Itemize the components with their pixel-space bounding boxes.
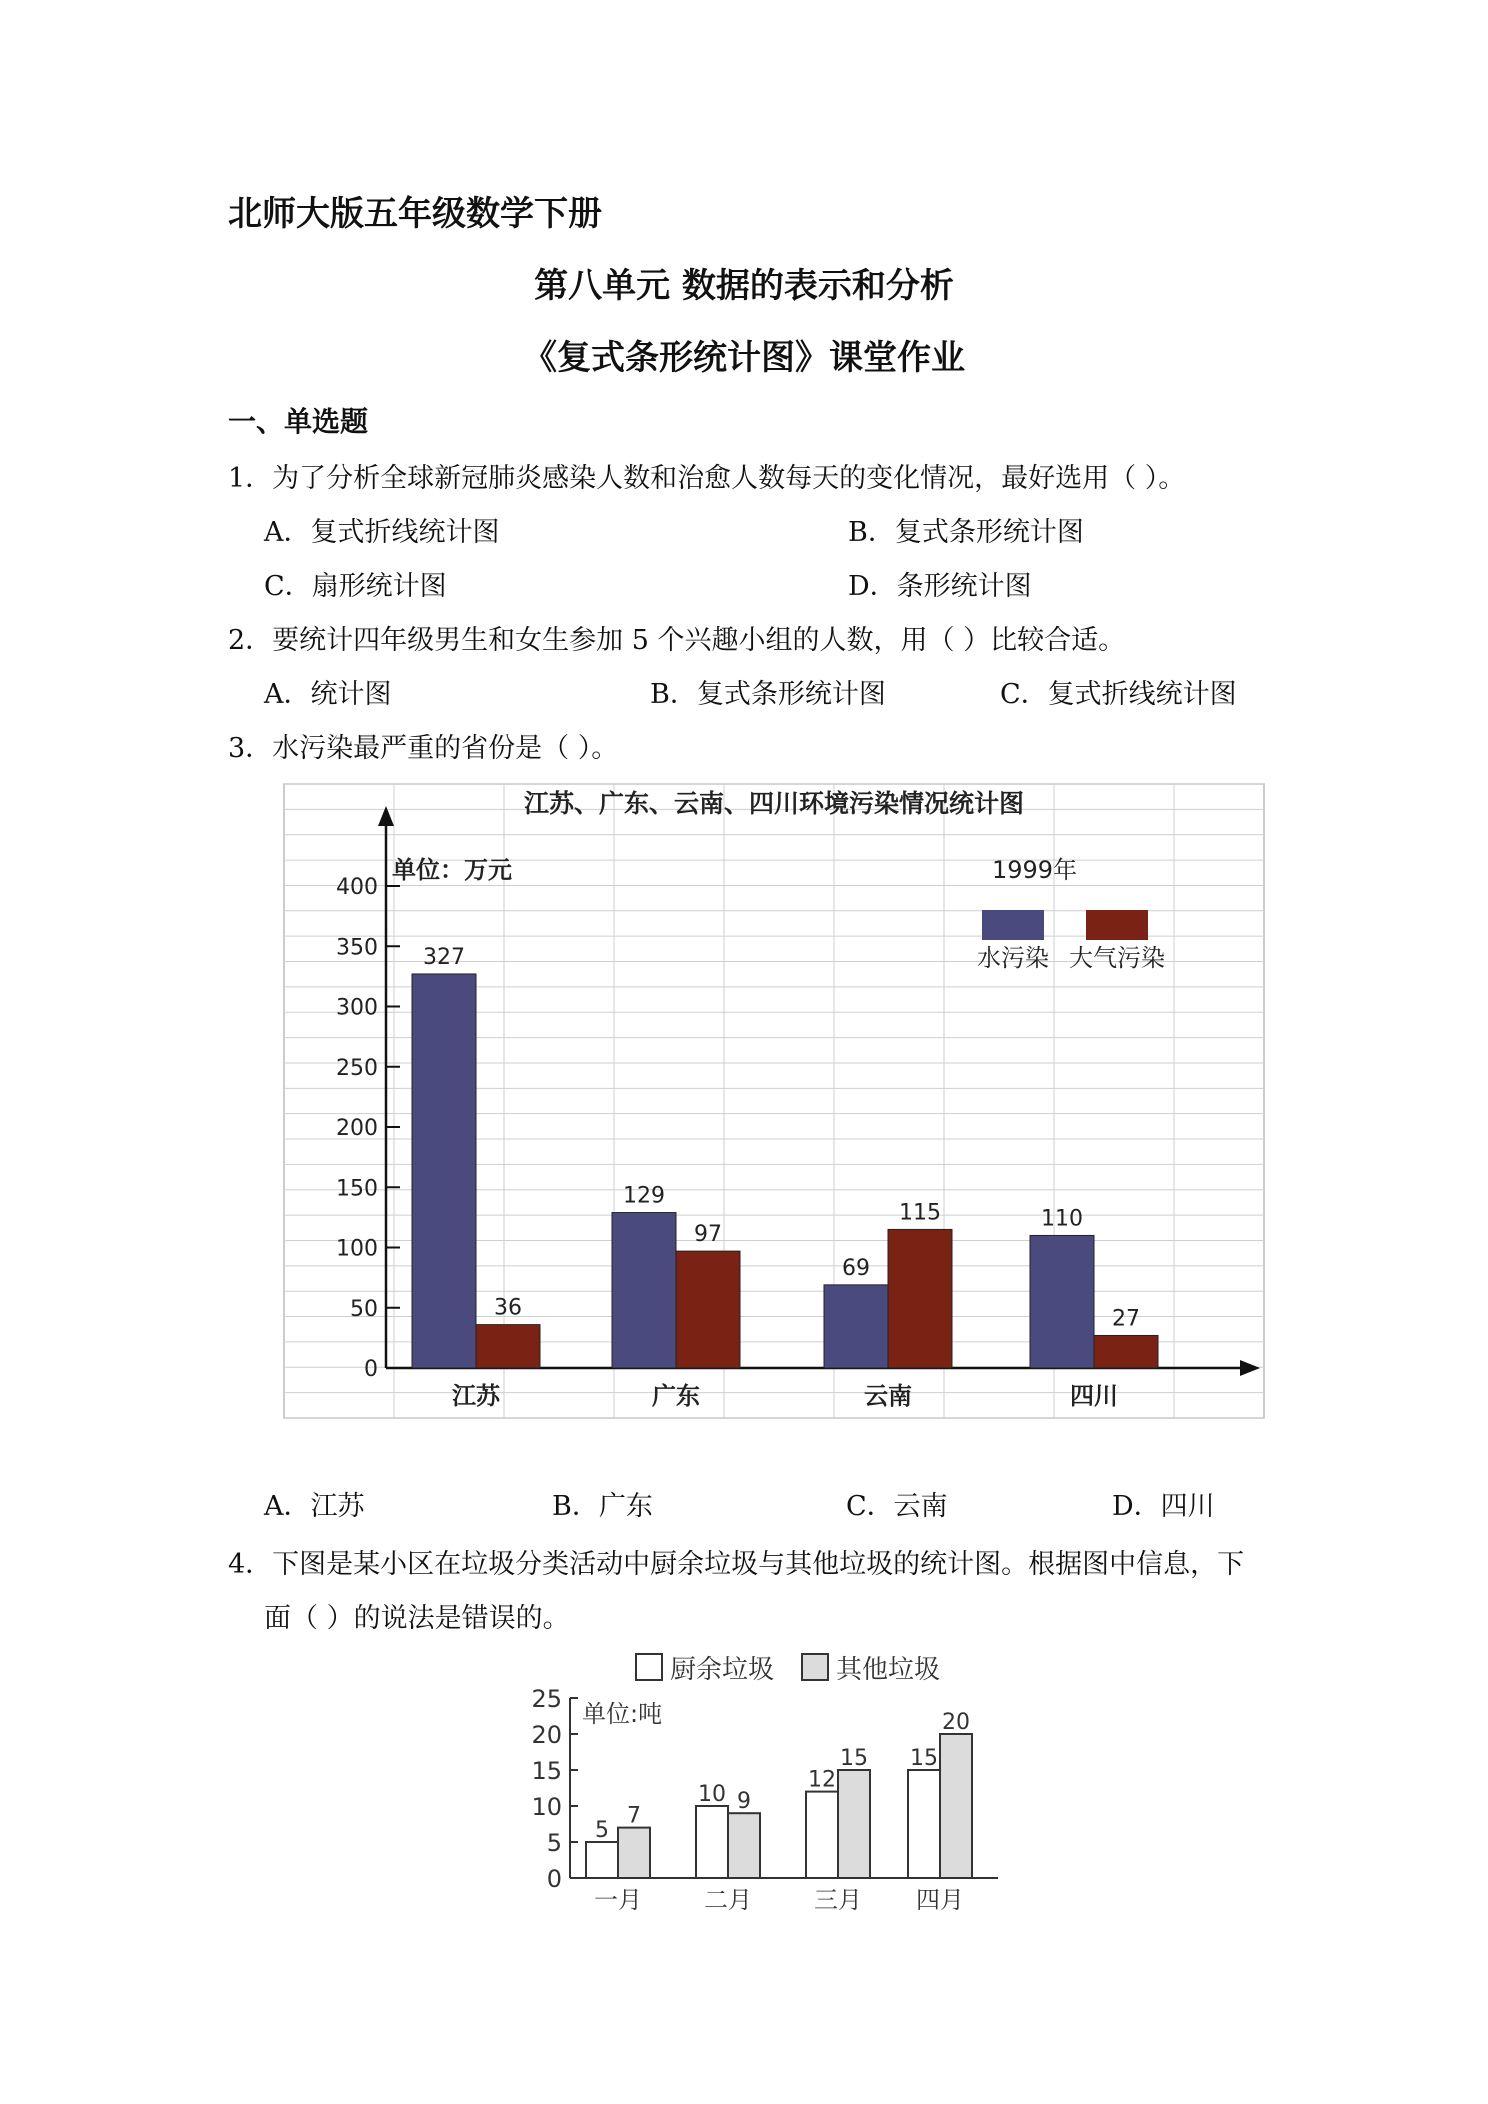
chart2-bar	[728, 1813, 760, 1878]
q2-option-b[interactable]: B．复式条形统计图	[650, 679, 886, 710]
legend-swatch-other	[802, 1654, 828, 1680]
q1-option-c[interactable]: C．扇形统计图	[264, 571, 447, 602]
chart2-data-label: 15	[910, 1746, 938, 1771]
chart1-y-tick-label: 100	[336, 1236, 378, 1262]
chart1-y-tick-label: 150	[336, 1176, 378, 1202]
section-heading: 一、单选题	[228, 405, 369, 438]
chart1-data-label: 27	[1112, 1306, 1140, 1332]
chart2-y-tick-label: 20	[531, 1721, 562, 1749]
chart2-bar	[618, 1828, 650, 1878]
chart2-category-label: 三月	[814, 1886, 862, 1914]
chart1-data-label: 36	[494, 1295, 522, 1321]
chart1-y-tick-label: 50	[350, 1296, 378, 1322]
chart1-category-label: 四川	[1070, 1382, 1118, 1410]
chart2-data-label: 15	[840, 1746, 868, 1771]
book-title: 北师大版五年级数学下册	[228, 194, 602, 234]
chart2-data-label: 9	[737, 1789, 751, 1815]
q1-option-b[interactable]: B．复式条形统计图	[848, 517, 1084, 548]
chart1-bar	[1030, 1235, 1094, 1368]
chart1-bars	[412, 945, 1158, 1410]
q3-option-c[interactable]: C．云南	[846, 1491, 948, 1522]
chart1-data-label: 110	[1041, 1206, 1083, 1232]
chart1-bar	[1094, 1335, 1158, 1368]
chart1-y-tick-label: 400	[336, 875, 378, 900]
chart1-data-label: 129	[623, 1183, 665, 1209]
q3-option-d[interactable]: D．四川	[1112, 1491, 1215, 1522]
q3-option-a[interactable]: A．江苏	[264, 1491, 365, 1522]
legend-label-other: 其他垃圾	[836, 1655, 941, 1685]
chart2-category-label: 一月	[594, 1886, 642, 1914]
chart1-y-tick-label: 200	[336, 1116, 378, 1141]
legend-label-air: 大气污染	[1069, 944, 1165, 972]
chart1-bar	[476, 1325, 540, 1368]
q2-option-c[interactable]: C．复式折线统计图	[1000, 679, 1237, 710]
q1-option-d[interactable]: D．条形统计图	[848, 571, 1032, 602]
chart1-y-tick-label: 250	[336, 1055, 378, 1081]
chart2-bar	[908, 1770, 940, 1878]
chart1-bar	[888, 1229, 952, 1368]
chart2-data-label: 5	[595, 1818, 609, 1843]
question-4-line-1: 4．下图是某小区在垃圾分类活动中厨余垃圾与其他垃圾的统计图。根据图中信息，下	[228, 1549, 1245, 1580]
chart1-bar	[676, 1251, 740, 1368]
chart2-bar	[806, 1792, 838, 1878]
chart2-category-label: 二月	[704, 1886, 752, 1914]
legend-swatch-water	[982, 910, 1044, 940]
chart1-x-axis-arrow	[1240, 1360, 1260, 1376]
chart1-data-label: 327	[423, 944, 465, 970]
chart2-bar	[696, 1806, 728, 1878]
chart1-y-tick-label: 350	[336, 935, 378, 961]
chart1-bar	[412, 974, 476, 1368]
legend-swatch-kitchen	[636, 1654, 662, 1680]
unit-title: 第八单元 数据的表示和分析	[534, 266, 954, 306]
chart1-unit-label: 单位：万元	[392, 856, 512, 884]
chart1-year-label: 1999年	[992, 856, 1078, 884]
chart2-bar	[586, 1842, 618, 1878]
chart2-y-tick-label: 10	[531, 1793, 562, 1821]
question-1: 1．为了分析全球新冠肺炎感染人数和治愈人数每天的变化情况，最好选用（ ）。	[228, 463, 1186, 494]
chart2-y-tick-label: 5	[546, 1829, 562, 1857]
question-3: 3．水污染最严重的省份是（ ）。	[228, 733, 619, 764]
question-4-line-2: 面（ ）的说法是错误的。	[264, 1603, 570, 1634]
lesson-title: 《复式条形统计图》课堂作业	[523, 338, 965, 378]
pollution-chart	[282, 782, 1266, 1422]
chart1-title: 江苏、广东、云南、四川环境污染情况统计图	[523, 789, 1025, 818]
chart2-bar	[838, 1770, 870, 1878]
chart2-data-label: 20	[942, 1710, 970, 1735]
chart2-y-tick-label: 0	[546, 1865, 562, 1893]
chart1-data-label: 115	[899, 1200, 941, 1226]
chart2-data-label: 12	[808, 1767, 836, 1793]
chart1-bar	[824, 1285, 888, 1368]
chart2-bar	[940, 1734, 972, 1878]
legend-label-kitchen: 厨余垃圾	[670, 1655, 775, 1685]
chart1-category-label: 广东	[652, 1382, 700, 1410]
chart2-data-label: 7	[627, 1803, 641, 1829]
chart1-bar	[612, 1213, 676, 1368]
q2-option-a[interactable]: A．统计图	[264, 679, 392, 710]
chart2-data-label: 10	[698, 1782, 726, 1807]
q1-option-a[interactable]: A．复式折线统计图	[264, 517, 500, 548]
question-2: 2．要统计四年级男生和女生参加 5 个兴趣小组的人数，用（ ）比较合适。	[228, 625, 1126, 656]
chart1-y-tick-label: 300	[336, 995, 378, 1021]
q3-option-b[interactable]: B．广东	[552, 1491, 653, 1522]
chart1-category-label: 江苏	[452, 1382, 500, 1410]
chart2-bars	[586, 1710, 972, 1914]
legend-label-water: 水污染	[977, 944, 1049, 972]
chart1-y-tick-label: 0	[364, 1357, 378, 1382]
chart1-data-label: 69	[842, 1255, 870, 1281]
chart2-y-tick-label: 15	[531, 1757, 562, 1785]
chart2-y-tick-label: 25	[531, 1685, 562, 1713]
chart1-data-label: 97	[694, 1222, 722, 1248]
legend-swatch-air	[1086, 910, 1148, 940]
chart2-unit-label: 单位:吨	[582, 1700, 663, 1728]
garbage-chart	[510, 1640, 1010, 1920]
chart1-category-label: 云南	[864, 1382, 912, 1410]
chart2-category-label: 四月	[916, 1886, 964, 1914]
